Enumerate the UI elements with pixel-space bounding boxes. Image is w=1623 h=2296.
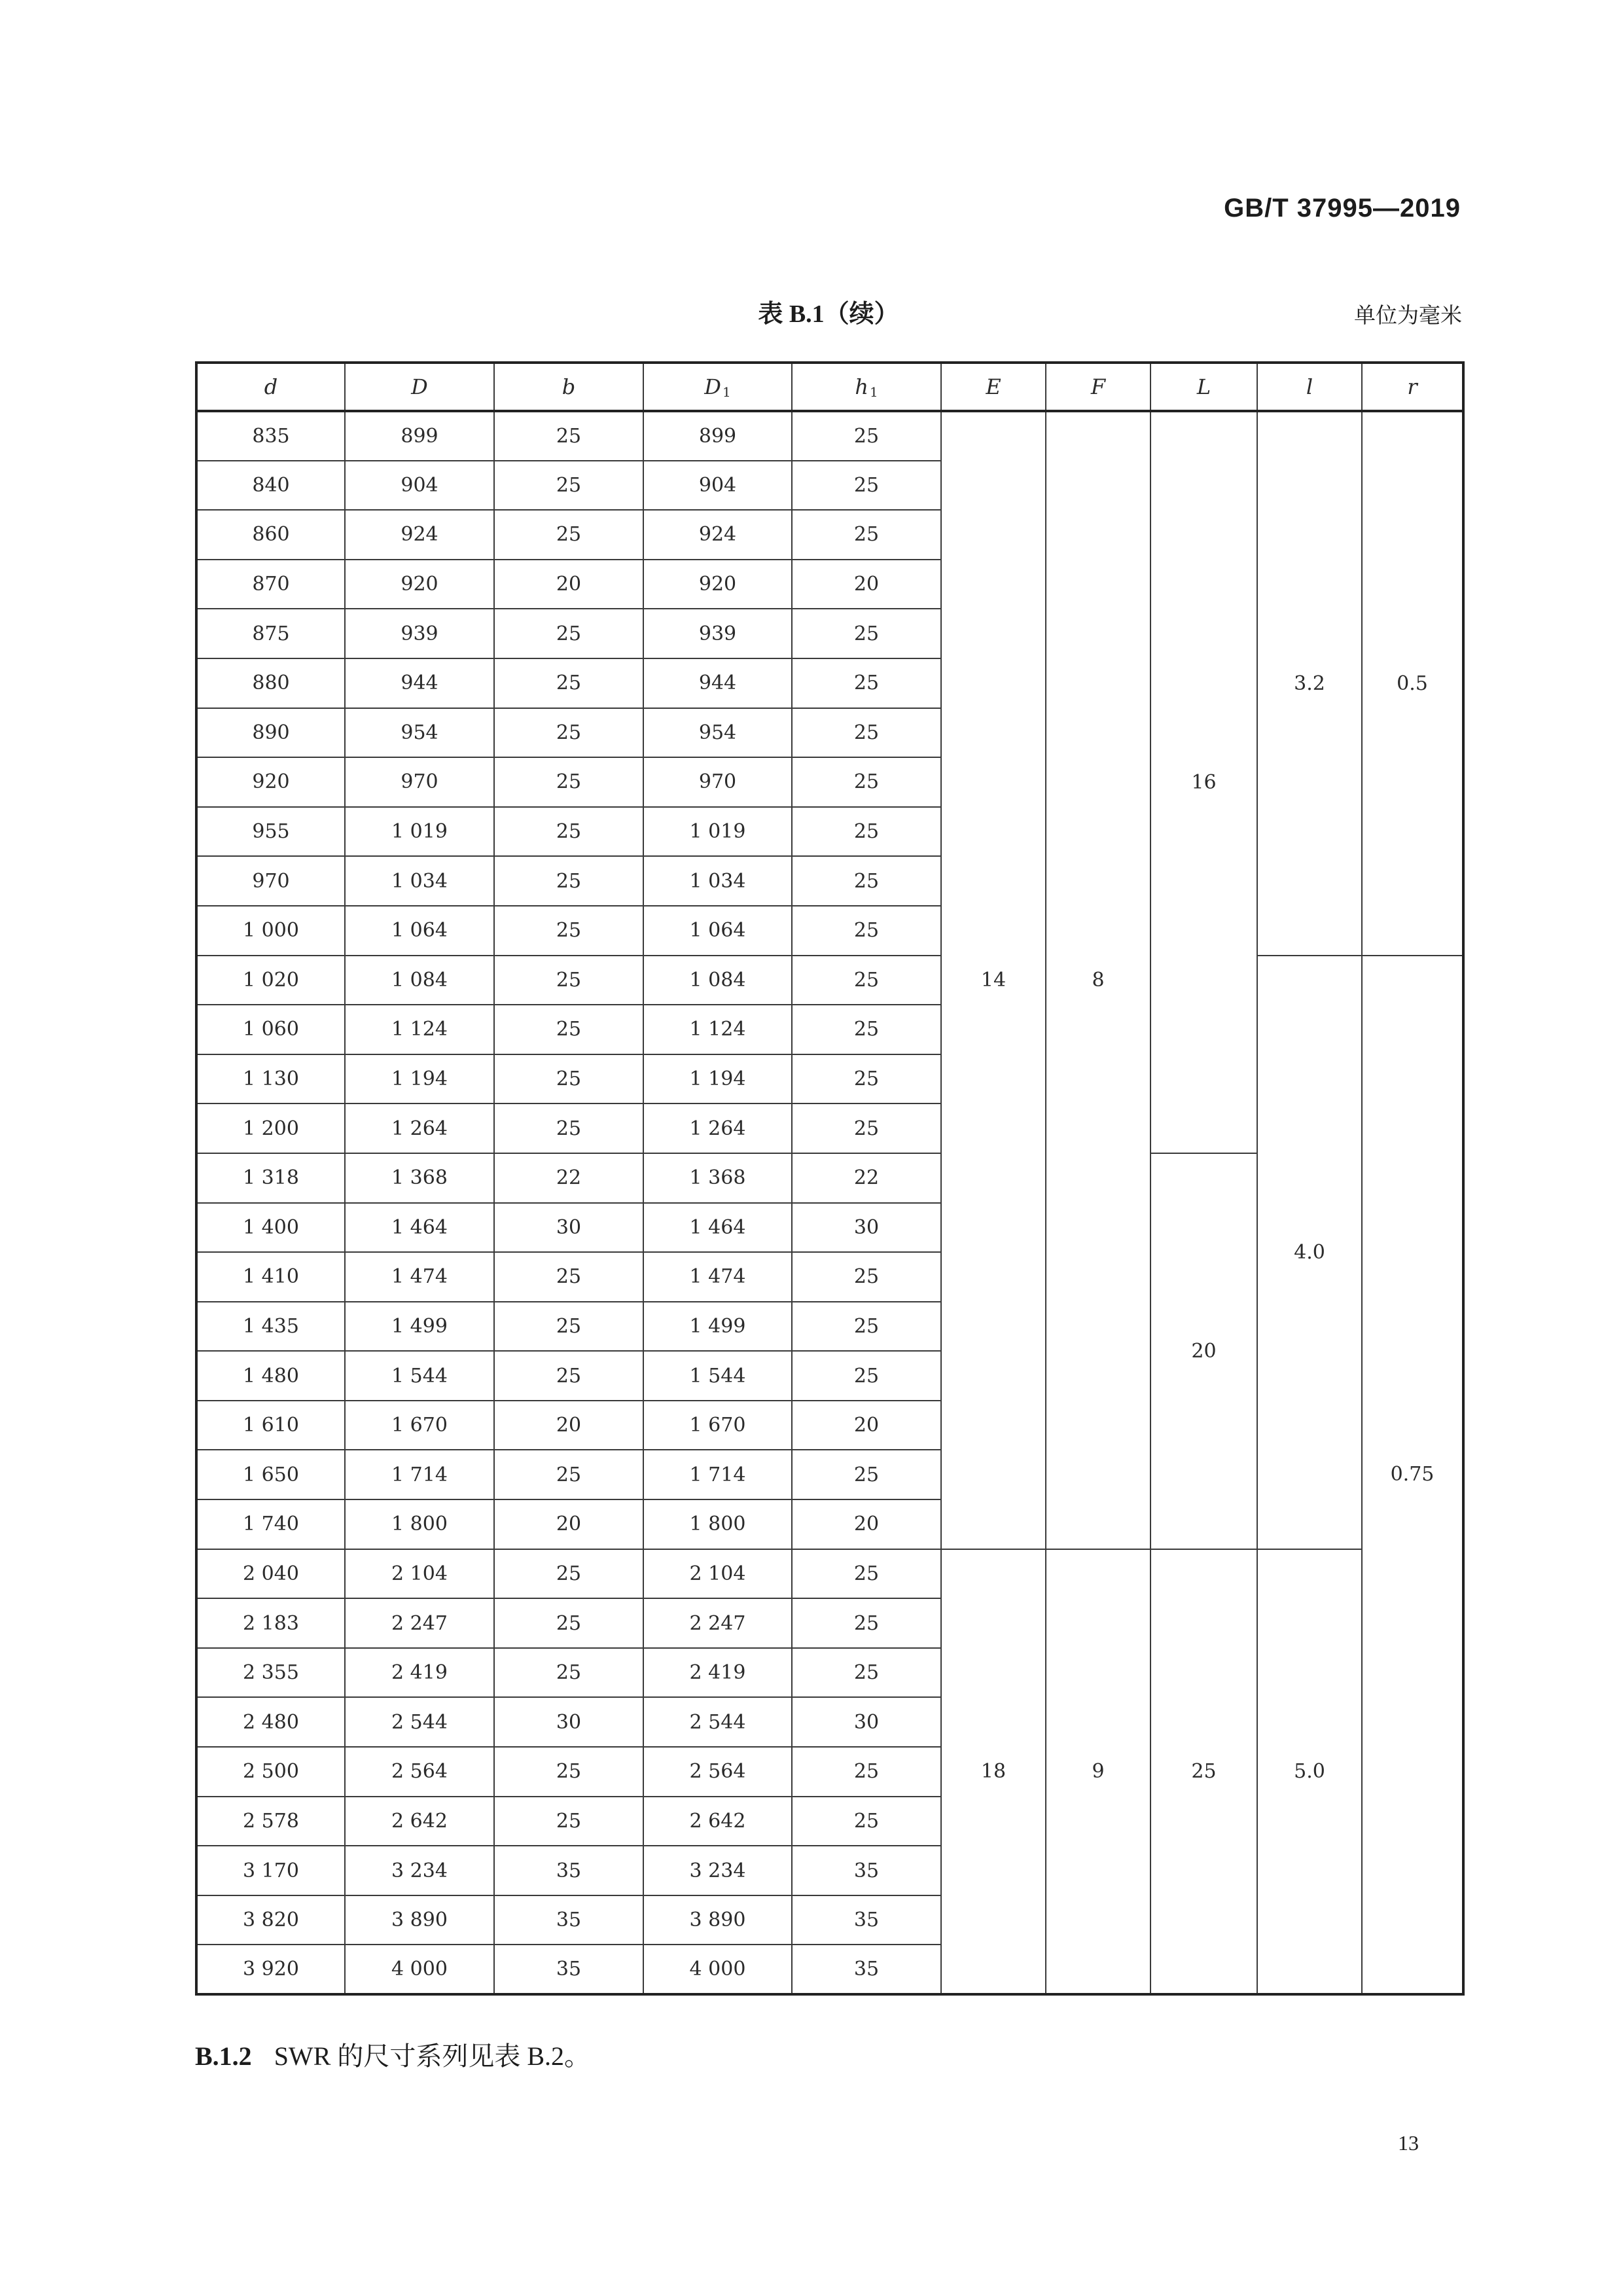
table-cell: 22 xyxy=(792,1153,941,1203)
table-cell: 2 564 xyxy=(643,1747,792,1797)
table-cell: 25 xyxy=(792,1747,941,1797)
table-cell: 1 410 xyxy=(196,1252,345,1302)
table-cell: 1 670 xyxy=(345,1401,494,1450)
column-symbol: D xyxy=(411,374,428,399)
column-header-1 xyxy=(196,363,345,411)
clause-paragraph xyxy=(195,2036,590,2073)
column-header-6 xyxy=(941,363,1046,411)
table-cell: 25 xyxy=(792,510,941,560)
table-cell: 20 xyxy=(792,560,941,609)
table-cell: 2 104 xyxy=(345,1549,494,1599)
table-cell: 25 xyxy=(792,1450,941,1499)
table-cell: 920 xyxy=(643,560,792,609)
table-cell: 2 544 xyxy=(643,1697,792,1747)
table-cell: 835 xyxy=(196,411,345,461)
table-cell: 30 xyxy=(494,1697,643,1747)
column-symbol: L xyxy=(1196,374,1211,399)
table-cell: 35 xyxy=(792,1895,941,1945)
table-cell: 1 464 xyxy=(643,1203,792,1253)
table-cell: 870 xyxy=(196,560,345,609)
table-cell: 25 xyxy=(494,1797,643,1846)
table-cell: 2 247 xyxy=(345,1598,494,1648)
merged-cell: 0.5 xyxy=(1362,411,1463,956)
table-cell: 2 642 xyxy=(643,1797,792,1846)
table-cell: 1 480 xyxy=(196,1351,345,1401)
table-cell: 970 xyxy=(643,757,792,807)
table-cell: 3 170 xyxy=(196,1846,345,1895)
table-cell: 840 xyxy=(196,461,345,511)
table-row xyxy=(196,1549,1463,1599)
table-cell: 1 368 xyxy=(643,1153,792,1203)
table-cell: 25 xyxy=(494,1252,643,1302)
table-cell: 1 264 xyxy=(643,1103,792,1153)
table-cell: 2 355 xyxy=(196,1648,345,1698)
column-symbol: F xyxy=(1090,374,1106,399)
table-cell: 1 544 xyxy=(643,1351,792,1401)
table-cell: 1 714 xyxy=(643,1450,792,1499)
table-cell: 880 xyxy=(196,658,345,708)
table-cell: 25 xyxy=(494,956,643,1005)
dimension-table xyxy=(195,361,1465,1996)
table-cell: 4 000 xyxy=(345,1945,494,1994)
column-header-2 xyxy=(345,363,494,411)
table-unit-note: 单位为毫米 xyxy=(1354,304,1462,328)
table-cell: 25 xyxy=(792,609,941,658)
table-cell: 1 714 xyxy=(345,1450,494,1499)
table-cell: 25 xyxy=(792,1302,941,1352)
table-cell: 1 464 xyxy=(345,1203,494,1253)
table-cell: 970 xyxy=(196,856,345,906)
table-cell: 860 xyxy=(196,510,345,560)
table-cell: 25 xyxy=(792,1005,941,1054)
table-cell: 1 650 xyxy=(196,1450,345,1499)
table-cell: 899 xyxy=(643,411,792,461)
table-cell: 25 xyxy=(494,757,643,807)
column-subscript: 1 xyxy=(869,384,878,400)
table-cell: 1 034 xyxy=(643,856,792,906)
column-symbol: D xyxy=(704,374,721,399)
table-header xyxy=(196,363,1463,411)
table-row xyxy=(196,956,1463,1005)
table-cell: 1 124 xyxy=(345,1005,494,1054)
table-cell: 1 060 xyxy=(196,1005,345,1054)
table-cell: 25 xyxy=(792,807,941,857)
merged-cell: 16 xyxy=(1150,411,1257,1153)
table-cell: 955 xyxy=(196,807,345,857)
table-cell: 25 xyxy=(494,1549,643,1599)
table-cell: 20 xyxy=(494,560,643,609)
table-cell: 1 544 xyxy=(345,1351,494,1401)
table-cell: 920 xyxy=(345,560,494,609)
table-cell: 25 xyxy=(792,1103,941,1153)
table-cell: 25 xyxy=(494,1598,643,1648)
table-cell: 25 xyxy=(792,1598,941,1648)
table-cell: 2 564 xyxy=(345,1747,494,1797)
table-cell: 1 264 xyxy=(345,1103,494,1153)
standard-code: GB/T 37995—2019 xyxy=(1224,194,1461,223)
table-cell: 25 xyxy=(792,411,941,461)
table-cell: 1 034 xyxy=(345,856,494,906)
table-cell: 1 084 xyxy=(345,956,494,1005)
table-cell: 1 084 xyxy=(643,956,792,1005)
table-cell: 954 xyxy=(345,708,494,758)
table-cell: 920 xyxy=(196,757,345,807)
table-body xyxy=(196,411,1463,1994)
table-cell: 25 xyxy=(792,1648,941,1698)
table-cell: 25 xyxy=(792,1797,941,1846)
table-cell: 25 xyxy=(792,757,941,807)
column-subscript: 1 xyxy=(722,384,731,400)
table-cell: 25 xyxy=(792,1054,941,1104)
table-cell: 1 020 xyxy=(196,956,345,1005)
table-cell: 944 xyxy=(345,658,494,708)
table-cell: 1 194 xyxy=(345,1054,494,1104)
table-cell: 904 xyxy=(345,461,494,511)
table-cell: 20 xyxy=(792,1401,941,1450)
table-cell: 875 xyxy=(196,609,345,658)
table-cell: 1 318 xyxy=(196,1153,345,1203)
table-cell: 2 419 xyxy=(345,1648,494,1698)
table-cell: 25 xyxy=(792,658,941,708)
table-cell: 1 019 xyxy=(643,807,792,857)
table-cell: 20 xyxy=(494,1499,643,1549)
table-cell: 25 xyxy=(792,1351,941,1401)
table-cell: 1 064 xyxy=(345,906,494,956)
table-cell: 25 xyxy=(494,510,643,560)
table-cell: 35 xyxy=(494,1945,643,1994)
column-symbol: r xyxy=(1407,374,1418,399)
table-cell: 1 499 xyxy=(345,1302,494,1352)
table-cell: 954 xyxy=(643,708,792,758)
table-cell: 1 740 xyxy=(196,1499,345,1549)
merged-cell: 4.0 xyxy=(1257,956,1362,1549)
table-cell: 939 xyxy=(643,609,792,658)
table-cell: 30 xyxy=(792,1697,941,1747)
table-row xyxy=(196,411,1463,461)
table-cell: 3 234 xyxy=(643,1846,792,1895)
clause-number: B.1.2 xyxy=(195,2041,252,2071)
table-cell: 3 890 xyxy=(345,1895,494,1945)
table-cell: 25 xyxy=(494,658,643,708)
table-cell: 2 500 xyxy=(196,1747,345,1797)
table-cell: 35 xyxy=(494,1895,643,1945)
column-header-4 xyxy=(643,363,792,411)
table-cell: 35 xyxy=(494,1846,643,1895)
table-cell: 25 xyxy=(792,1549,941,1599)
table-cell: 2 578 xyxy=(196,1797,345,1846)
merged-cell: 25 xyxy=(1150,1549,1257,1994)
table-cell: 1 499 xyxy=(643,1302,792,1352)
table-cell: 1 474 xyxy=(643,1252,792,1302)
table-cell: 1 019 xyxy=(345,807,494,857)
column-header-5 xyxy=(792,363,941,411)
column-header-8 xyxy=(1150,363,1257,411)
table-cell: 2 183 xyxy=(196,1598,345,1648)
header-row xyxy=(196,363,1463,411)
clause-text: SWR 的尺寸系列见表 B.2。 xyxy=(274,2041,591,2071)
table-cell: 939 xyxy=(345,609,494,658)
table-cell: 20 xyxy=(494,1401,643,1450)
page-number: 13 xyxy=(1398,2131,1419,2155)
table-cell: 4 000 xyxy=(643,1945,792,1994)
table-cell: 1 124 xyxy=(643,1005,792,1054)
table-cell: 1 435 xyxy=(196,1302,345,1352)
table-cell: 35 xyxy=(792,1846,941,1895)
column-header-7 xyxy=(1046,363,1150,411)
table-cell: 25 xyxy=(494,609,643,658)
table-cell: 25 xyxy=(792,956,941,1005)
table-cell: 1 474 xyxy=(345,1252,494,1302)
table-cell: 25 xyxy=(494,1005,643,1054)
table-cell: 3 820 xyxy=(196,1895,345,1945)
table-cell: 1 368 xyxy=(345,1153,494,1203)
table-cell: 25 xyxy=(494,461,643,511)
table-cell: 25 xyxy=(792,708,941,758)
table-cell: 25 xyxy=(494,1648,643,1698)
table-cell: 1 130 xyxy=(196,1054,345,1104)
table-cell: 1 800 xyxy=(643,1499,792,1549)
table-cell: 25 xyxy=(494,1302,643,1352)
column-symbol: l xyxy=(1306,374,1313,399)
table-cell: 25 xyxy=(494,1747,643,1797)
table-cell: 25 xyxy=(494,856,643,906)
table-cell: 1 064 xyxy=(643,906,792,956)
table-cell: 1 400 xyxy=(196,1203,345,1253)
merged-cell: 18 xyxy=(941,1549,1046,1994)
column-symbol: b xyxy=(562,374,576,399)
table-cell: 924 xyxy=(643,510,792,560)
table-cell: 944 xyxy=(643,658,792,708)
column-header-9 xyxy=(1257,363,1362,411)
table-cell: 2 642 xyxy=(345,1797,494,1846)
table-cell: 25 xyxy=(792,856,941,906)
column-symbol: E xyxy=(986,374,1001,399)
table-cell: 25 xyxy=(494,1351,643,1401)
table-cell: 30 xyxy=(494,1203,643,1253)
table-cell: 1 610 xyxy=(196,1401,345,1450)
merged-cell: 20 xyxy=(1150,1153,1257,1549)
table-cell: 3 890 xyxy=(643,1895,792,1945)
table-cell: 35 xyxy=(792,1945,941,1994)
table-cell: 2 040 xyxy=(196,1549,345,1599)
table-cell: 25 xyxy=(494,807,643,857)
table-cell: 25 xyxy=(494,1054,643,1104)
table-cell: 25 xyxy=(494,411,643,461)
table-cell: 25 xyxy=(494,1103,643,1153)
table-cell: 25 xyxy=(494,906,643,956)
table-cell: 1 194 xyxy=(643,1054,792,1104)
table-cell: 2 480 xyxy=(196,1697,345,1747)
table-cell: 899 xyxy=(345,411,494,461)
table-title: 表 B.1（续） xyxy=(758,300,899,328)
table-cell: 25 xyxy=(792,461,941,511)
merged-cell: 9 xyxy=(1046,1549,1150,1994)
table-cell: 25 xyxy=(792,1252,941,1302)
table-cell: 20 xyxy=(792,1499,941,1549)
table-cell: 25 xyxy=(792,906,941,956)
table-cell: 1 200 xyxy=(196,1103,345,1153)
table-cell: 2 544 xyxy=(345,1697,494,1747)
table-cell: 904 xyxy=(643,461,792,511)
table-cell: 30 xyxy=(792,1203,941,1253)
table-cell: 924 xyxy=(345,510,494,560)
table-cell: 1 670 xyxy=(643,1401,792,1450)
table-cell: 25 xyxy=(494,708,643,758)
table-cell: 2 419 xyxy=(643,1648,792,1698)
table-cell: 3 234 xyxy=(345,1846,494,1895)
table-cell: 1 000 xyxy=(196,906,345,956)
column-header-10 xyxy=(1362,363,1463,411)
table-cell: 2 247 xyxy=(643,1598,792,1648)
merged-cell: 8 xyxy=(1046,411,1150,1549)
table-cell: 970 xyxy=(345,757,494,807)
merged-cell: 14 xyxy=(941,411,1046,1549)
table-cell: 1 800 xyxy=(345,1499,494,1549)
column-header-3 xyxy=(494,363,643,411)
table-cell: 22 xyxy=(494,1153,643,1203)
table-cell: 3 920 xyxy=(196,1945,345,1994)
merged-cell: 5.0 xyxy=(1257,1549,1362,1994)
merged-cell: 0.75 xyxy=(1362,956,1463,1994)
column-symbol: h xyxy=(855,374,868,399)
table-cell: 2 104 xyxy=(643,1549,792,1599)
column-symbol: d xyxy=(264,374,278,399)
table-cell: 25 xyxy=(494,1450,643,1499)
merged-cell: 3.2 xyxy=(1257,411,1362,956)
table-cell: 890 xyxy=(196,708,345,758)
